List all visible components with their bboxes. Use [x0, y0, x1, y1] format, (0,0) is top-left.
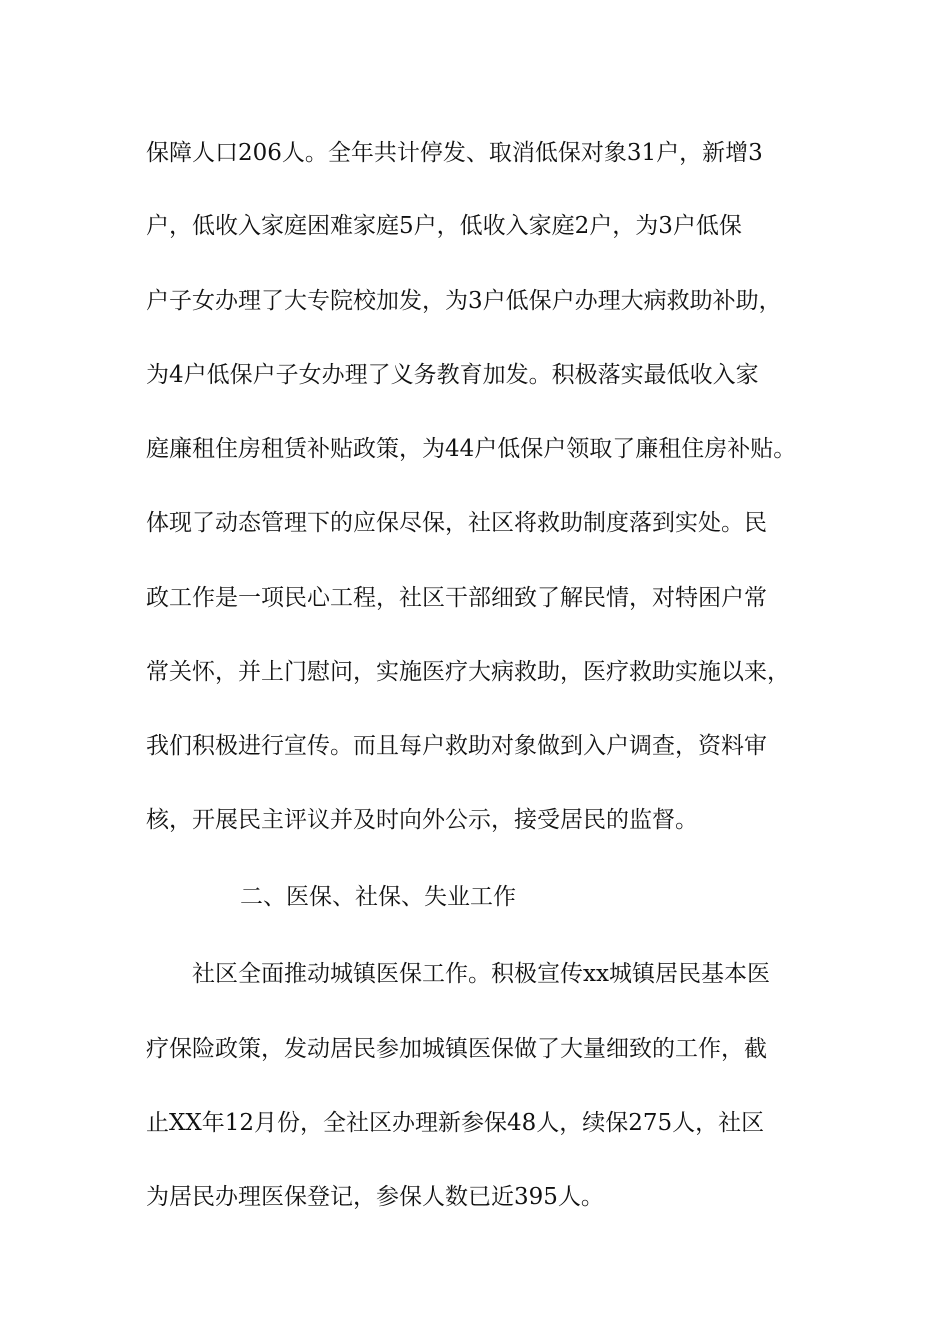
paragraph-line: 保障人口206人。全年共计停发、取消低保对象31户，新增3: [146, 140, 763, 166]
paragraph-line: 我们积极进行宣传。而且每户救助对象做到入户调查，资料审: [146, 733, 767, 759]
paragraph-line: 庭廉租住房租赁补贴政策，为44户低保户领取了廉租住房补贴。: [146, 436, 797, 462]
paragraph-line: 政工作是一项民心工程，社区干部细致了解民情，对特困户常: [146, 585, 767, 611]
paragraph-line: 常关怀，并上门慰问，实施医疗大病救助，医疗救助实施以来，: [146, 659, 790, 685]
paragraph-line: 核，开展民主评议并及时向外公示，接受居民的监督。: [146, 807, 698, 833]
paragraph-line: 体现了动态管理下的应保尽保，社区将救助制度落到实处。民: [146, 510, 767, 536]
paragraph-line: 社区全面推动城镇医保工作。积极宣传xx城镇居民基本医: [192, 961, 770, 987]
paragraph-line: 为居民办理医保登记，参保人数已近395人。: [146, 1184, 604, 1210]
section-heading: 二、医保、社保、失业工作: [240, 884, 516, 910]
paragraph-line: 止XX年12月份，全社区办理新参保48人，续保275人，社区: [146, 1110, 765, 1136]
paragraph-line: 户子女办理了大专院校加发，为3户低保户办理大病救助补助，: [146, 288, 782, 314]
paragraph-line: 疗保险政策，发动居民参加城镇医保做了大量细致的工作，截: [146, 1036, 767, 1062]
paragraph-line: 为4户低保户子女办理了义务教育加发。积极落实最低收入家: [146, 362, 759, 388]
paragraph-line: 户，低收入家庭困难家庭5户，低收入家庭2户，为3户低保: [146, 213, 742, 239]
